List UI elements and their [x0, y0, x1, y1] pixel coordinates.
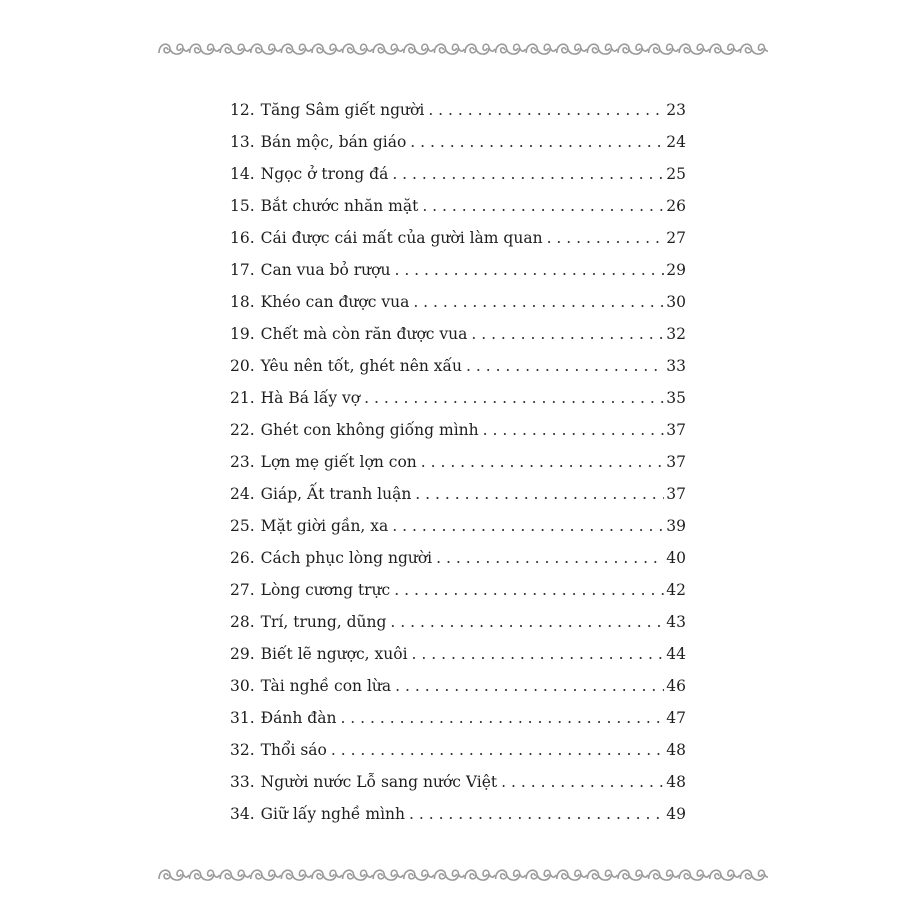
toc-entry [230, 94, 686, 126]
toc-entry [230, 478, 686, 510]
table-of-contents [230, 94, 686, 830]
entry-page-number: 39 [666, 517, 686, 535]
toc-entry [230, 254, 686, 286]
dot-leader [386, 606, 664, 638]
toc-entry [230, 574, 686, 606]
entry-page-number: 37 [666, 421, 686, 439]
entry-page-number: 32 [666, 325, 686, 343]
toc-entry [230, 446, 686, 478]
entry-title: Lợn mẹ giết lợn con [260, 453, 417, 471]
entry-number: 19. [230, 325, 255, 343]
entry-number: 26. [230, 549, 255, 567]
entry-number: 15. [230, 197, 255, 215]
entry-page-number: 24 [666, 133, 686, 151]
entry-title: Lòng cương trực [260, 581, 391, 599]
dot-leader [388, 158, 664, 190]
entry-title: Trí, trung, dũng [260, 613, 387, 631]
toc-entry [230, 734, 686, 766]
entry-page-number: 48 [666, 741, 686, 759]
toc-entry [230, 190, 686, 222]
entry-title: Bắt chước nhăn mặt [260, 197, 419, 215]
entry-number: 21. [230, 389, 255, 407]
entry-number: 27. [230, 581, 255, 599]
entry-number: 25. [230, 517, 255, 535]
entry-page-number: 48 [666, 773, 686, 791]
dot-leader [432, 542, 664, 574]
dot-leader [388, 510, 664, 542]
bottom-ornamental-border [155, 864, 768, 886]
dot-leader [417, 446, 665, 478]
entry-number: 32. [230, 741, 255, 759]
entry-title: Đánh đàn [260, 709, 337, 727]
entry-page-number: 27 [666, 229, 686, 247]
dot-leader [543, 222, 665, 254]
toc-entry [230, 638, 686, 670]
entry-page-number: 37 [666, 453, 686, 471]
entry-page-number: 42 [666, 581, 686, 599]
entry-page-number: 23 [666, 101, 686, 119]
entry-number: 17. [230, 261, 255, 279]
dot-leader [497, 766, 664, 798]
entry-title: Tài nghề con lừa [260, 677, 392, 695]
entry-title: Cái được cái mất của gười làm quan [260, 229, 543, 247]
dot-leader [418, 190, 664, 222]
entry-title: Chết mà còn răn được vua [260, 325, 468, 343]
entry-title: Hà Bá lấy vợ [260, 389, 361, 407]
dot-leader [408, 638, 665, 670]
entry-title: Ngọc ở trong đá [260, 165, 389, 183]
entry-title: Bán mộc, bán giáo [260, 133, 407, 151]
entry-title: Biết lẽ ngược, xuôi [260, 645, 408, 663]
toc-entry [230, 286, 686, 318]
entry-number: 13. [230, 133, 255, 151]
toc-entry [230, 510, 686, 542]
entry-title: Cách phục lòng người [260, 549, 433, 567]
dot-leader [406, 126, 664, 158]
entry-page-number: 43 [666, 613, 686, 631]
dot-leader [390, 574, 664, 606]
entry-number: 22. [230, 421, 255, 439]
toc-entry [230, 350, 686, 382]
toc-entry [230, 606, 686, 638]
entry-page-number: 40 [666, 549, 686, 567]
toc-entry [230, 766, 686, 798]
dot-leader [327, 734, 664, 766]
entry-number: 16. [230, 229, 255, 247]
entry-number: 24. [230, 485, 255, 503]
toc-entry [230, 158, 686, 190]
dot-leader [405, 798, 664, 830]
toc-entry [230, 798, 686, 830]
entry-number: 12. [230, 101, 255, 119]
dot-leader [391, 670, 664, 702]
entry-number: 29. [230, 645, 255, 663]
dot-leader [390, 254, 664, 286]
dot-leader [424, 94, 664, 126]
scroll-ornament-icon [155, 38, 768, 60]
entry-title: Yêu nên tốt, ghét nên xấu [260, 357, 463, 375]
entry-number: 31. [230, 709, 255, 727]
toc-entry [230, 414, 686, 446]
entry-number: 34. [230, 805, 255, 823]
toc-entry [230, 222, 686, 254]
dot-leader [336, 702, 664, 734]
entry-title: Khéo can được vua [260, 293, 410, 311]
entry-page-number: 25 [666, 165, 686, 183]
entry-title: Giáp, Ất tranh luận [260, 485, 412, 503]
toc-entry [230, 126, 686, 158]
dot-leader [409, 286, 664, 318]
entry-title: Ghét con không giống mình [260, 421, 479, 439]
entry-page-number: 26 [666, 197, 686, 215]
entry-title: Can vua bỏ rượu [260, 261, 391, 279]
entry-page-number: 47 [666, 709, 686, 727]
toc-entry [230, 670, 686, 702]
entry-page-number: 49 [666, 805, 686, 823]
entry-number: 18. [230, 293, 255, 311]
entry-title: Thổi sáo [260, 741, 327, 759]
entry-number: 20. [230, 357, 255, 375]
entry-number: 23. [230, 453, 255, 471]
entry-number: 30. [230, 677, 255, 695]
entry-page-number: 30 [666, 293, 686, 311]
entry-page-number: 46 [666, 677, 686, 695]
dot-leader [462, 350, 664, 382]
toc-entry [230, 702, 686, 734]
dot-leader [467, 318, 664, 350]
scroll-ornament-icon [155, 864, 768, 886]
entry-number: 33. [230, 773, 255, 791]
entry-page-number: 29 [666, 261, 686, 279]
entry-page-number: 33 [666, 357, 686, 375]
toc-entry [230, 382, 686, 414]
entry-title: Tăng Sâm giết người [260, 101, 425, 119]
top-ornamental-border [155, 38, 768, 60]
toc-entry [230, 542, 686, 574]
dot-leader [479, 414, 665, 446]
dot-leader [411, 478, 664, 510]
toc-entry [230, 318, 686, 350]
entry-title: Giữ lấy nghề mình [260, 805, 406, 823]
entry-title: Người nước Lỗ sang nước Việt [260, 773, 498, 791]
entry-page-number: 35 [666, 389, 686, 407]
entry-page-number: 37 [666, 485, 686, 503]
entry-page-number: 44 [666, 645, 686, 663]
entry-number: 28. [230, 613, 255, 631]
dot-leader [360, 382, 664, 414]
entry-title: Mặt giời gần, xa [260, 517, 389, 535]
entry-number: 14. [230, 165, 255, 183]
